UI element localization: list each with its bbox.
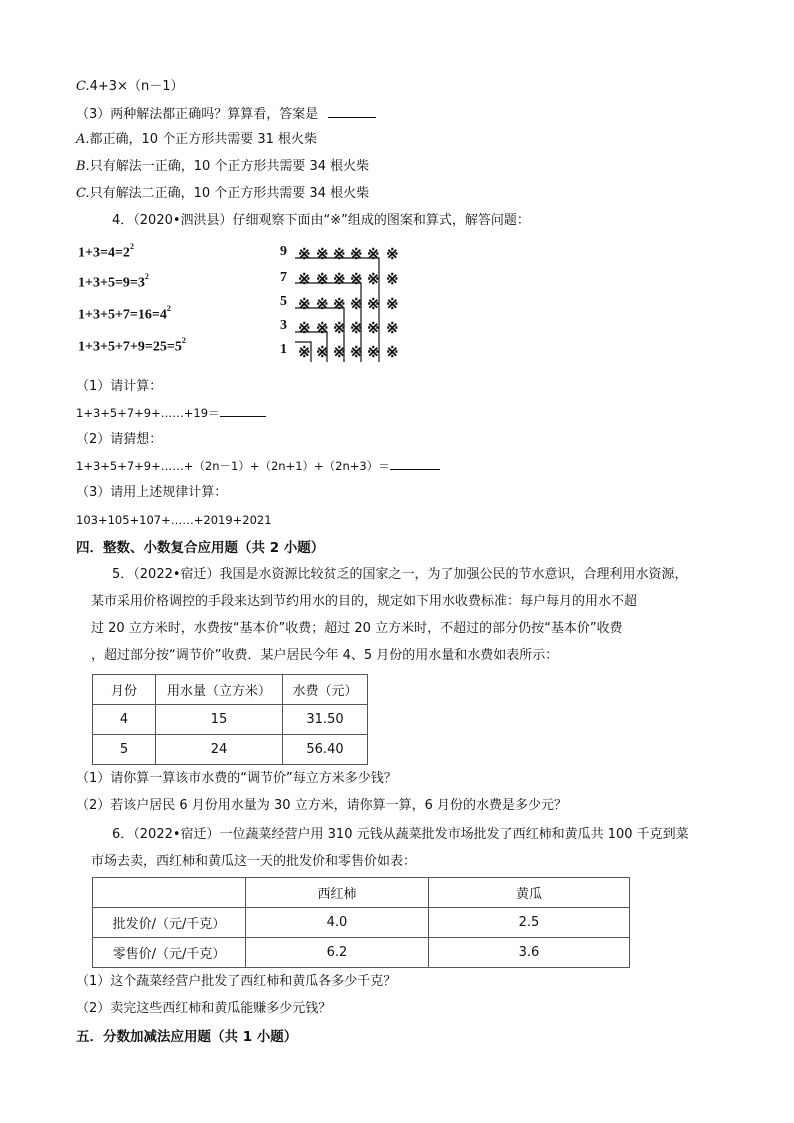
table-cell: 4 <box>93 705 156 735</box>
question-6-line-1 <box>112 826 689 844</box>
pattern-symbol: ※ <box>386 272 399 288</box>
section-5-heading <box>76 1028 297 1046</box>
pattern-symbol: ※ <box>316 321 329 337</box>
pattern-symbol: ※ <box>298 247 311 263</box>
equation-1 <box>78 244 134 262</box>
section-4-heading <box>76 539 324 557</box>
question-text: 6．（2022•宿迁）一位蔬菜经营户用 310 元钱从蔬菜批发市场批发了西红柿和黄瓜共 100 千克到菜 <box>112 827 689 842</box>
symbol-pattern-figure <box>278 242 408 362</box>
q5-sub2 <box>76 797 567 815</box>
pattern-symbol: ※ <box>350 345 363 361</box>
table-header-row <box>93 675 368 705</box>
table-row <box>93 908 630 938</box>
table-cell: 5 <box>93 735 156 765</box>
table-header-cell: 用水量（立方米） <box>156 675 283 705</box>
table-cell: 31.50 <box>283 705 368 735</box>
expression: 1+3+5+7+9+……+19＝ <box>76 406 220 420</box>
sub-question-3 <box>76 105 376 124</box>
row-number: 7 <box>280 270 287 285</box>
row-number: 1 <box>280 342 287 357</box>
pattern-symbol: ※ <box>367 297 380 313</box>
pattern-symbol: ※ <box>316 297 329 313</box>
pattern-symbol: ※ <box>367 345 380 361</box>
table-header-cell <box>93 878 246 908</box>
q4-sub1-expr <box>76 404 266 422</box>
pattern-symbol: ※ <box>333 247 346 263</box>
pattern-symbol: ※ <box>350 297 363 313</box>
question-5-line-1 <box>112 566 688 584</box>
pattern-symbol: ※ <box>386 247 399 263</box>
option-letter: C. <box>76 79 90 94</box>
question-6-line-2 <box>91 853 416 871</box>
table-header-cell: 水费（元） <box>283 675 368 705</box>
pattern-symbol: ※ <box>386 321 399 337</box>
q4-sub3-label <box>76 484 227 502</box>
question-5-line-2 <box>91 593 637 611</box>
exponent: 2 <box>129 242 134 251</box>
equation-4 <box>78 338 186 356</box>
q6-sub2 <box>76 1000 331 1018</box>
pattern-symbol: ※ <box>333 321 346 337</box>
label: （3）请用上述规律计算： <box>76 485 228 500</box>
table-cell: 24 <box>156 735 283 765</box>
option-c <box>76 185 369 203</box>
question-text: ，超过部分按“调节价”收费．某户居民今年 4、5 月份的用水量和水费如表所示： <box>91 648 559 663</box>
table-header-cell: 黄瓜 <box>429 878 630 908</box>
table-cell: 批发价/（元/千克） <box>93 908 246 938</box>
table-cell: 2.5 <box>429 908 630 938</box>
row-number: 5 <box>280 294 287 309</box>
pattern-symbol: ※ <box>298 321 311 337</box>
pattern-symbol: ※ <box>367 321 380 337</box>
question-5-line-4 <box>91 647 558 665</box>
equation-3 <box>78 306 171 324</box>
row-number: 9 <box>280 244 287 259</box>
equation-2 <box>78 274 149 292</box>
answer-blank[interactable] <box>220 404 266 417</box>
option-text: 都正确，10 个正方形共需要 31 根火柴 <box>89 132 318 147</box>
question-text: 5．（2022•宿迁）我国是水资源比较贫乏的国家之一，为了加强公民的节水意识，合理利用水资源， <box>112 567 688 582</box>
row-number: 3 <box>280 318 287 333</box>
q4-sub3-expr <box>76 511 272 529</box>
table-header-cell: 月份 <box>93 675 156 705</box>
pattern-symbol: ※ <box>298 345 311 361</box>
table-row <box>93 735 368 765</box>
q6-sub1 <box>76 973 396 991</box>
pattern-symbol: ※ <box>350 272 363 288</box>
exponent: 2 <box>181 336 186 345</box>
answer-blank[interactable] <box>390 457 440 470</box>
pattern-symbol: ※ <box>298 297 311 313</box>
equation-text: 1+3+5=9=3 <box>78 275 145 291</box>
option-text: 只有解法一正确，10 个正方形共需要 34 根火柴 <box>89 159 370 174</box>
option-text: 只有解法二正确，10 个正方形共需要 34 根火柴 <box>89 186 370 201</box>
label: （1）请计算： <box>76 379 163 394</box>
table-cell: 56.40 <box>283 735 368 765</box>
option-letter: A. <box>76 132 90 147</box>
equation-text: 1+3=4=2 <box>78 245 130 261</box>
option-letter: B. <box>76 159 90 174</box>
table-row <box>93 938 630 968</box>
pattern-symbol: ※ <box>298 272 311 288</box>
q5-sub1 <box>76 770 397 788</box>
table-header-row <box>93 878 630 908</box>
question-5-line-3 <box>91 620 623 638</box>
pattern-symbol: ※ <box>316 345 329 361</box>
equation-text: 1+3+5+7+9=25=5 <box>78 339 182 355</box>
table-cell: 6.2 <box>246 938 429 968</box>
pattern-symbol: ※ <box>367 247 380 263</box>
q4-sub2-label <box>76 431 162 449</box>
q4-sub1-label <box>76 378 162 396</box>
water-fee-table <box>92 674 368 765</box>
table-row <box>93 705 368 735</box>
label: （2）请猜想： <box>76 432 163 447</box>
question-4-stem <box>112 212 530 230</box>
equation-text: 1+3+5+7=16=4 <box>78 307 167 323</box>
table-header-cell: 西红柿 <box>246 878 429 908</box>
exponent: 2 <box>166 304 171 313</box>
pattern-symbol: ※ <box>350 247 363 263</box>
question-text: 市场去卖，西红柿和黄瓜这一天的批发价和零售价如表： <box>91 854 417 869</box>
vegetable-price-table <box>92 877 630 968</box>
question-text: 某市采用价格调控的手段来达到节约用水的目的，规定如下用水收费标准：每户每月的用水不超 <box>91 594 638 609</box>
question-text: （3）两种解法都正确吗？算算看，答案是 <box>76 107 319 122</box>
option-c-formula <box>76 78 183 96</box>
option-b <box>76 158 369 176</box>
pattern-symbol: ※ <box>333 345 346 361</box>
pattern-symbol: ※ <box>316 247 329 263</box>
option-a <box>76 131 317 149</box>
pattern-symbol: ※ <box>367 272 380 288</box>
heading-text: 五．分数加减法应用题（共 1 小题） <box>76 1029 298 1045</box>
pattern-symbol: ※ <box>386 297 399 313</box>
expression: 1+3+5+7+9+……+（2n－1）+（2n+1）+（2n+3）＝ <box>76 459 390 473</box>
table-cell: 零售价/（元/千克） <box>93 938 246 968</box>
option-text: 4+3×（n－1） <box>89 79 184 94</box>
question-text: （2）卖完这些西红柿和黄瓜能赚多少元钱？ <box>76 1001 332 1016</box>
pattern-symbol: ※ <box>386 345 399 361</box>
answer-blank[interactable] <box>328 105 376 118</box>
pattern-symbol: ※ <box>316 272 329 288</box>
question-text: （1）这个蔬菜经营户批发了西红柿和黄瓜各多少千克？ <box>76 974 397 989</box>
question-text: （2）若该户居民 6 月份用水量为 30 立方米，请你算一算，6 月份的水费是多少元？ <box>76 798 568 813</box>
table-cell: 15 <box>156 705 283 735</box>
pattern-symbol: ※ <box>350 321 363 337</box>
question-text: （1）请你算一算该市水费的“调节价”每立方米多少钱？ <box>76 771 397 786</box>
exponent: 2 <box>144 272 149 281</box>
option-letter: C. <box>76 186 90 201</box>
pattern-symbol: ※ <box>333 272 346 288</box>
table-cell: 4.0 <box>246 908 429 938</box>
q4-sub2-expr <box>76 457 440 475</box>
expression: 103+105+107+……+2019+2021 <box>76 513 272 527</box>
pattern-symbol: ※ <box>333 297 346 313</box>
table-cell: 3.6 <box>429 938 630 968</box>
heading-text: 四．整数、小数复合应用题（共 2 小题） <box>76 540 325 556</box>
question-text: 过 20 立方米时，水费按“基本价”收费；超过 20 立方米时，不超过的部分仍按“基本价”收费 <box>91 621 623 636</box>
question-text: 4．（2020•泗洪县）仔细观察下面由“※”组成的图案和算式，解答问题： <box>112 213 530 228</box>
